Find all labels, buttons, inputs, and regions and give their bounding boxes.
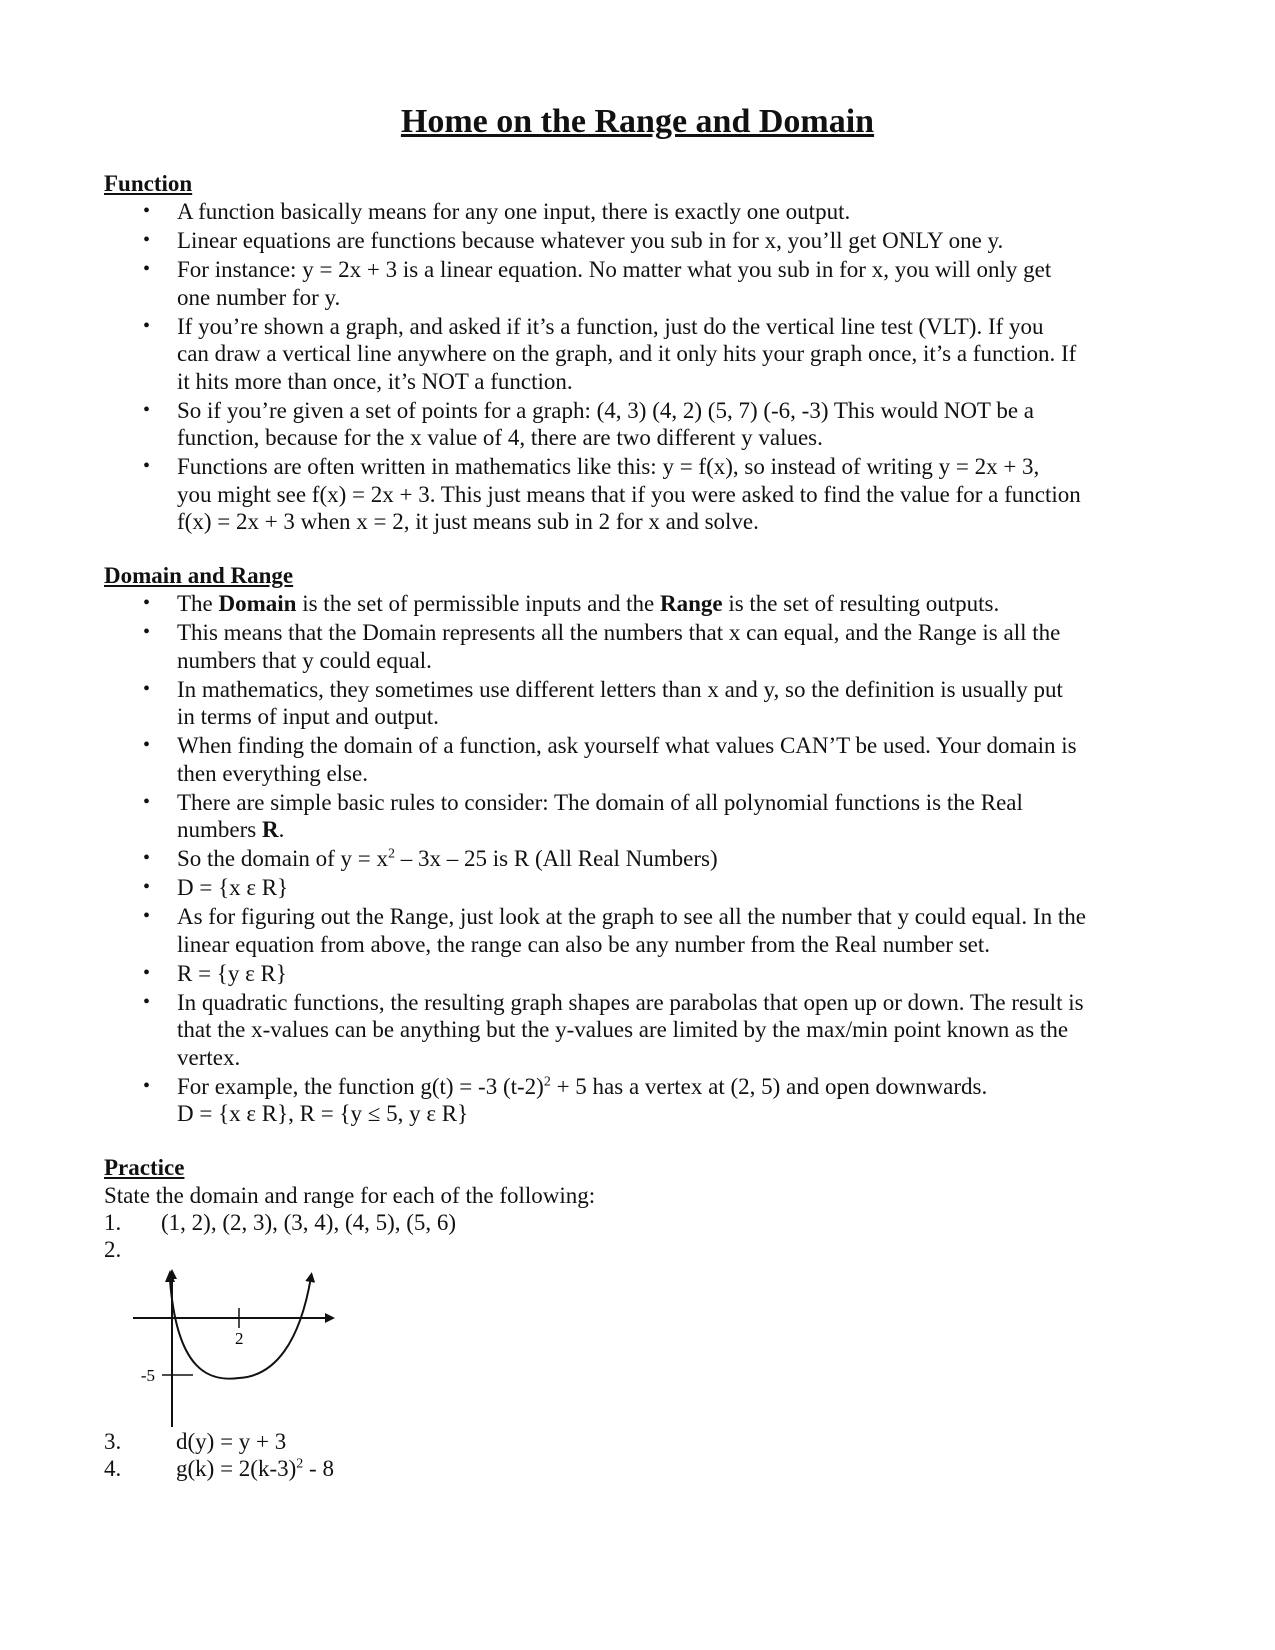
bullet-icon: •	[143, 677, 151, 700]
practice-heading: Practice	[104, 1155, 185, 1180]
bullet-icon: •	[143, 621, 151, 643]
parabola-graph	[125, 1262, 355, 1432]
list-item: • D = {x ε R}	[143, 875, 289, 900]
practice-item-4-number: 4.	[104, 1456, 122, 1481]
bullet-icon: •	[143, 847, 151, 869]
bullet-icon: •	[143, 790, 151, 813]
list-item: • R = {y ε R}	[143, 960, 287, 986]
bullet-icon: •	[143, 398, 151, 421]
list-item: • When finding the domain of a function, ask yourself what values CAN’T be used. Your domain is then everything else.	[143, 733, 1077, 786]
list-item: • In mathematics, they sometimes use different letters than x and y, so the definition is usually put in terms of input and output.	[143, 676, 1063, 729]
list-item: • Linear equations are functions because whatever you sub in for x, you’ll get ONLY one y.	[143, 228, 1004, 253]
list-item: • For instance: y = 2x + 3 is a linear equation. No matter what you sub in for x, you will only get one number for y.	[143, 257, 1052, 310]
list-item: • So the domain of $y = x^2 - 3x - 25$ is R (All Real Numbers)	[143, 846, 718, 871]
domain-range-heading: Domain and Range	[104, 563, 294, 588]
bullet-icon: •	[143, 258, 151, 280]
parabola-left-arrow-icon	[165, 1270, 175, 1282]
bullet-icon: •	[143, 876, 151, 898]
practice-item-1-number: 1.	[104, 1210, 122, 1235]
page-title: Home on the Range and Domain	[400, 103, 875, 140]
practice-item-1-text: (1, 2), (2, 3), (3, 4), (4, 5), (5, 6)	[161, 1210, 457, 1235]
range-term: Range	[659, 591, 723, 616]
bullet-icon: •	[143, 592, 151, 614]
domain-bullet-list	[0, 590, 1275, 1129]
parabola-curve	[170, 1277, 311, 1379]
bullet-icon: •	[143, 314, 151, 337]
y-tick-label: -5	[140, 1366, 155, 1385]
list-item: • So if you’re given a set of points for a graph: (4, 3) (4, 2) (5, 7) (-6, -3) This would NOT be a function, because for the x value of 4, there are two different y values.	[143, 397, 1034, 450]
practice-item-3-text: d(y) = y + 3	[176, 1429, 287, 1454]
list-item: • The Domain is the set of permissible inputs and the Range is the set of resulting outputs.	[143, 591, 1000, 616]
bullet-icon: •	[143, 229, 151, 251]
bullet-icon: •	[143, 200, 151, 222]
list-item: • As for figuring out the Range, just look at the graph to see all the number that y could equal. In the linear equation from above, the range can also be any number from the Real number set.	[143, 904, 1086, 957]
practice-item-4-text: $g(k) = 2(k-3)^2 - 8$	[176, 1456, 334, 1481]
bullet-icon: •	[143, 734, 151, 756]
bullet-icon: •	[143, 905, 151, 927]
practice-item-3-number: 3.	[104, 1429, 122, 1454]
list-item: • For example, the function g(t) = -3 $(t-2)^2 + 5$ has a vertex at (2, 5) and open downwards. D = {x ε R}, R = {y ≤ 5, y ε R}	[143, 1073, 988, 1126]
list-item: • This means that the Domain represents all the numbers that x can equal, and the Range is all the numbers that y could equal.	[143, 620, 1061, 673]
domain-term: Domain	[218, 591, 297, 616]
list-item: • In quadratic functions, the resulting graph shapes are parabolas that open up or down. The result is that the x-values can be anything but the y-values are limited by the max/min point known as the vertex.	[143, 989, 1084, 1070]
function-bullet-list	[0, 198, 1275, 537]
list-item: • Functions are often written in mathematics like this: y = f(x), so instead of writing y = 2x + 3, you might see f(x) = 2x + 3. This just means that if you were asked to find the value for a function f(x) = 2x + 3 when x = 2, it just means sub in 2 for x and solve.	[143, 454, 1081, 534]
list-item: • A function basically means for any one input, there is exactly one output.	[143, 199, 851, 224]
practice-item-2-number: 2.	[104, 1237, 122, 1262]
x-tick-label: 2	[235, 1329, 244, 1348]
bullet-icon: •	[143, 961, 151, 984]
bullet-icon: •	[143, 1074, 151, 1097]
list-item: • There are simple basic rules to consider: The domain of all polynomial functions is the Real numbers R.	[143, 789, 1023, 842]
bullet-icon: •	[143, 990, 151, 1013]
list-item: • If you’re shown a graph, and asked if it’s a function, just do the vertical line test (VLT). If you can draw a vertical line anywhere on the graph, and it only hits your graph once, it’s a function. If it hits more than once, it’s NOT a function.	[143, 313, 1077, 394]
function-heading: Function	[104, 171, 193, 196]
practice-instruction: State the domain and range for each of the following:	[104, 1183, 596, 1208]
bullet-icon: •	[143, 455, 151, 477]
